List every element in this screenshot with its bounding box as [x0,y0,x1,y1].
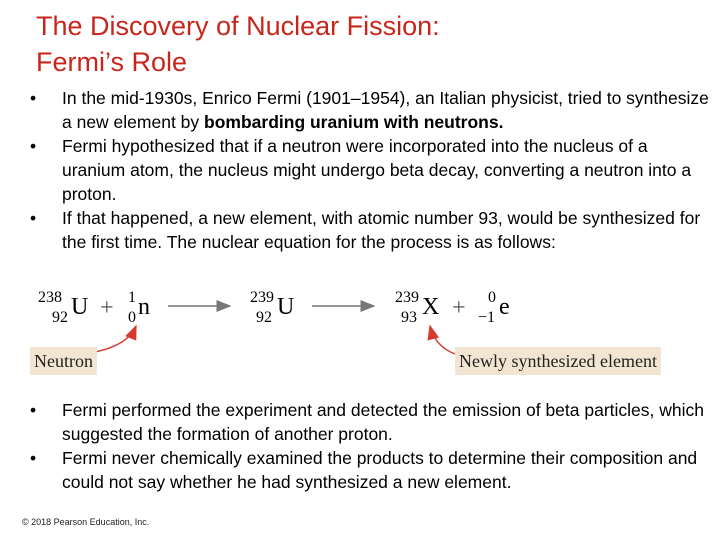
bullet-item [30,134,710,206]
bullet-text: Fermi performed the experiment and detected the emission of beta particles, which suggested the formation of another proton. [62,400,704,444]
bullet-marker: • [30,136,37,156]
bullet-text: If that happened, a new element, with atomic number 93, would be synthesized for the first time. The nuclear equation for the process is as follows: [62,208,701,252]
title-line-1: The Discovery of Nuclear Fission: [36,11,440,41]
bullet-text: Fermi never chemically examined the products to determine their composition and could not say whether he had synthesized a new element. [62,448,698,492]
element-pointer-arrow [430,326,462,356]
nuclear-equation: 238 92 U + 1 0 n 239 92 U 239 93 X + 0 −1 e Neutron Newly synthesized element [0,0,720,390]
bullet-bold-text: bombarding uranium with neutrons. [204,112,504,132]
bullet-marker: • [30,88,37,108]
plus-sign-1: + [100,295,114,321]
bullet-list-top [30,86,710,254]
bullet-list-bottom [30,398,710,494]
bullet-text: Fermi hypothesized that if a neutron were incorporated into the nucleus of a uranium atom, the nucleus might undergo beta decay, converting a neutron into a proton. [62,136,692,204]
bullet-marker: • [30,400,37,420]
plus-sign-2: + [452,295,466,321]
title-line-2: Fermi’s Role [36,47,188,77]
bullet-item [30,206,710,254]
slide-title [36,8,676,80]
bullet-item [30,86,710,134]
bullet-item [30,446,710,494]
bullet-item [30,398,710,446]
neutron-pointer-arrow [95,326,136,352]
neutron-label: Neutron [30,347,97,375]
copyright-credit: © 2018 Pearson Education, Inc. [22,517,150,527]
new-element-label: Newly synthesized element [455,347,661,375]
bullet-marker: • [30,448,37,468]
bullet-marker: • [30,208,37,228]
bullet-text: In the mid-1930s, Enrico Fermi (1901–1954), an Italian physicist, tried to synthesize a new element by [62,88,709,132]
